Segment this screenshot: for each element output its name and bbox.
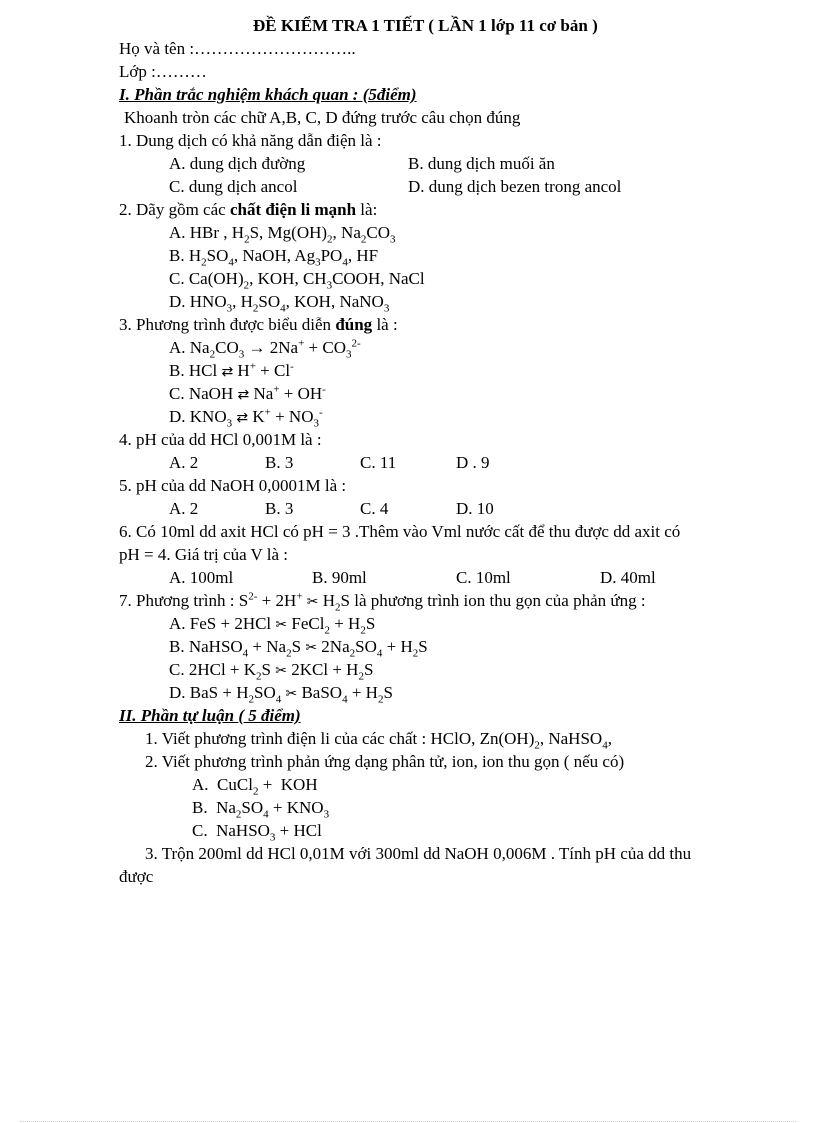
essay-item-2: 2. Viết phương trình phản ứng dạng phân tử, ion, ion thu gọn ( nếu có): [145, 752, 625, 771]
question-3-option-a: A. $Na_2CO_3 \to 2Na^+ + CO_3^{2-}$: [169, 337, 361, 361]
scissors-arrow-icon: ✂: [305, 640, 318, 656]
question-1-option-b: B. dung dịch muối ăn: [408, 154, 555, 173]
question-1-stem: 1. Dung dịch có khả năng dẫn điện là :: [119, 131, 382, 150]
section-1-heading: I. Phần trắc nghiệm khách quan : (5điểm): [119, 85, 417, 104]
question-7-option-b: B. NaHSO$_4$ + $Na_2S$ ✂ $2Na_2SO_4 + H_2S$: [169, 637, 428, 660]
page-bottom-rule: [20, 1121, 796, 1122]
question-6-option-a: A. 100ml: [169, 568, 234, 587]
scissors-arrow-icon: ✂: [275, 617, 288, 633]
question-3-stem: 3. Phương trình được biểu diễn đúng là :: [119, 315, 398, 334]
question-7-option-d: D. BaS + $H_2SO_4$ ✂ BaSO$_4$ + $H_2S$: [169, 683, 393, 706]
question-6-stem-line-1: 6. Có 10ml dd axit HCl có pH = 3 .Thêm vào Vml nước cất để thu được dd axit có: [119, 522, 681, 541]
question-4-stem: 4. pH của dd HCl 0,001M là :: [119, 430, 322, 449]
question-3-option-c: C. NaOH ⇄ Na+ + OH-: [169, 383, 326, 403]
essay-item-2-c: C. NaHSO$_3$ + HCl: [192, 821, 322, 844]
essay-item-3-line-2: được: [119, 867, 154, 886]
essay-item-2-b: B. $Na_2SO_4 + KNO_3$: [192, 798, 330, 821]
scissors-arrow-icon: ✂: [285, 686, 298, 702]
equilibrium-arrow-icon: ⇄: [236, 410, 249, 426]
essay-item-3-line-1: 3. Trộn 200ml dd HCl 0,01M với 300ml dd NaOH 0,006M . Tính pH của dd thu: [145, 844, 692, 863]
question-5-option-a: A. 2: [169, 499, 199, 518]
question-3-option-b: B. HCl ⇄ H+ + Cl-: [169, 360, 294, 380]
question-6-stem-line-2: pH = 4. Giá trị của V là :: [119, 545, 289, 564]
question-5-option-d: D. 10: [456, 499, 494, 518]
name-line: Họ và tên :………………………..: [119, 39, 356, 58]
class-line: Lớp :………: [119, 62, 207, 81]
question-1-option-d: D. dung dịch bezen trong ancol: [408, 177, 622, 196]
exam-title: ĐỀ KIỂM TRA 1 TIẾT ( LẦN 1 lớp 11 cơ bản ): [253, 16, 598, 35]
question-7-option-a: A. FeS + 2HCl ✂ FeCl$_2$ + $H_2S$: [169, 614, 376, 637]
question-6-option-d: D. 40ml: [600, 568, 656, 587]
question-2-option-c: C. $Ca(OH)_2$, KOH, $CH_3COOH$, NaCl: [169, 269, 425, 292]
question-2-option-d: D. $HNO_3$, $H_2SO_4$, KOH, NaNO$_3$: [169, 292, 390, 315]
scissors-arrow-icon: ✂: [275, 663, 287, 679]
scissors-arrow-icon: ✂: [306, 594, 319, 610]
essay-item-1: 1. Viết phương trình điện li của các chất : HClO, $Zn(OH)_2$, NaHSO$_4$,: [145, 729, 612, 752]
question-7-option-c: C. $2HCl + K_2S$ ✂ $2KCl + H_2S$: [169, 660, 374, 683]
question-2-option-b: B. $H_2SO_4$, NaOH, $Ag_3PO_4$, HF: [169, 246, 379, 269]
question-2-option-a: A. HBr , $H_2S$, $Mg(OH)_2$, $Na_2CO_3$: [169, 223, 396, 246]
question-7-stem: 7. Phương trình : $S^{2-} + 2H^+$ ✂ $H_2S$ là phương trình ion thu gọn của phản ứng :: [119, 590, 646, 614]
question-2-stem: 2. Dãy gồm các chất điện li mạnh là:: [119, 200, 378, 219]
question-1-option-c: C. dung dịch ancol: [169, 177, 298, 196]
question-4-option-a: A. 2: [169, 453, 199, 472]
question-4-option-b: B. 3: [265, 453, 294, 472]
question-5-option-c: C. 4: [360, 499, 389, 518]
equilibrium-arrow-icon: ⇄: [221, 364, 234, 380]
equilibrium-arrow-icon: ⇄: [237, 387, 250, 403]
essay-item-2-a: A. CuCl$_2$ + KOH: [192, 775, 318, 798]
question-5-stem: 5. pH của dd NaOH 0,0001M là :: [119, 476, 347, 495]
question-1-option-a: A. dung dịch đường: [169, 154, 306, 173]
question-4-option-d: D . 9: [456, 453, 490, 472]
question-6-option-b: B. 90ml: [312, 568, 367, 587]
question-3-option-d: D. $KNO_3$ ⇄ $K^+ + NO_3^-$: [169, 406, 323, 430]
instruction: Khoanh tròn các chữ A,B, C, D đứng trước câu chọn đúng: [124, 108, 521, 127]
question-6-option-c: C. 10ml: [456, 568, 511, 587]
question-4-option-c: C. 11: [360, 453, 397, 472]
question-5-option-b: B. 3: [265, 499, 294, 518]
section-2-heading: II. Phần tự luận ( 5 điểm): [119, 706, 301, 725]
